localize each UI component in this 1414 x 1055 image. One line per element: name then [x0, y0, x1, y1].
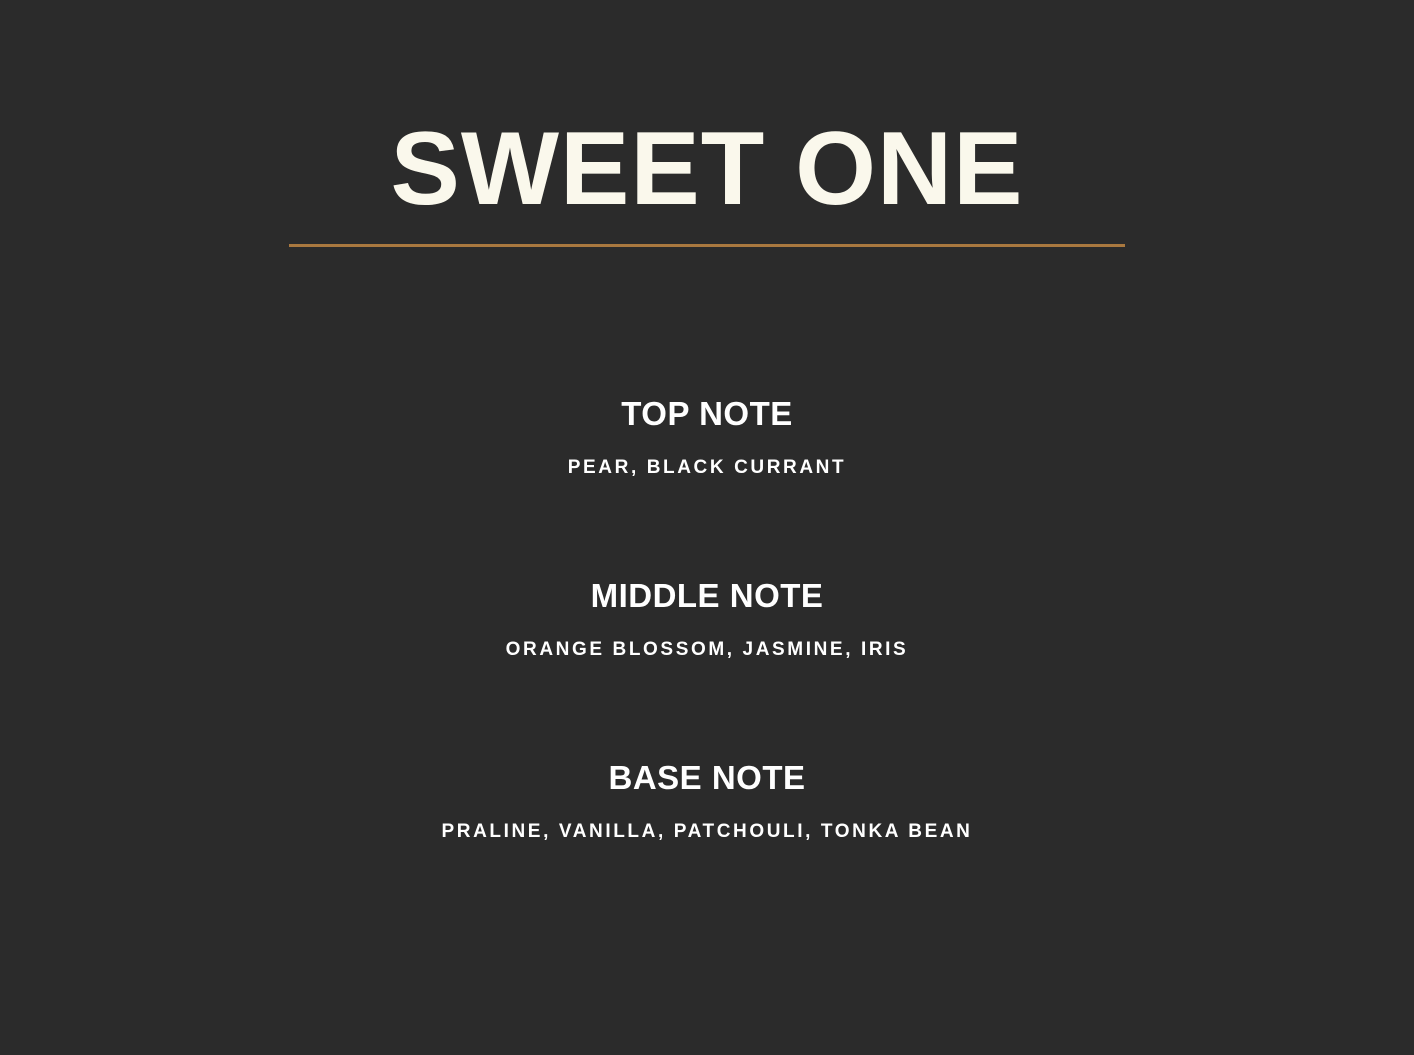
note-group-middle — [0, 577, 1414, 661]
note-ingredients-top: PEAR, BLACK CURRANT — [567, 457, 847, 478]
note-ingredients-base: PRALINE, VANILLA, PATCHOULI, TONKA BEAN — [441, 821, 973, 842]
note-group-base — [0, 759, 1414, 843]
note-heading-middle: MIDDLE NOTE — [590, 577, 824, 614]
title-block — [0, 112, 1414, 247]
note-heading-base: BASE NOTE — [608, 759, 806, 796]
title-underline-divider — [289, 244, 1125, 247]
note-pyramid — [0, 395, 1414, 941]
note-heading-top: TOP NOTE — [621, 395, 793, 432]
note-ingredients-middle: ORANGE BLOSSOM, JASMINE, IRIS — [505, 639, 909, 660]
note-group-top — [0, 395, 1414, 479]
page-title: SWEET ONE — [390, 111, 1024, 227]
